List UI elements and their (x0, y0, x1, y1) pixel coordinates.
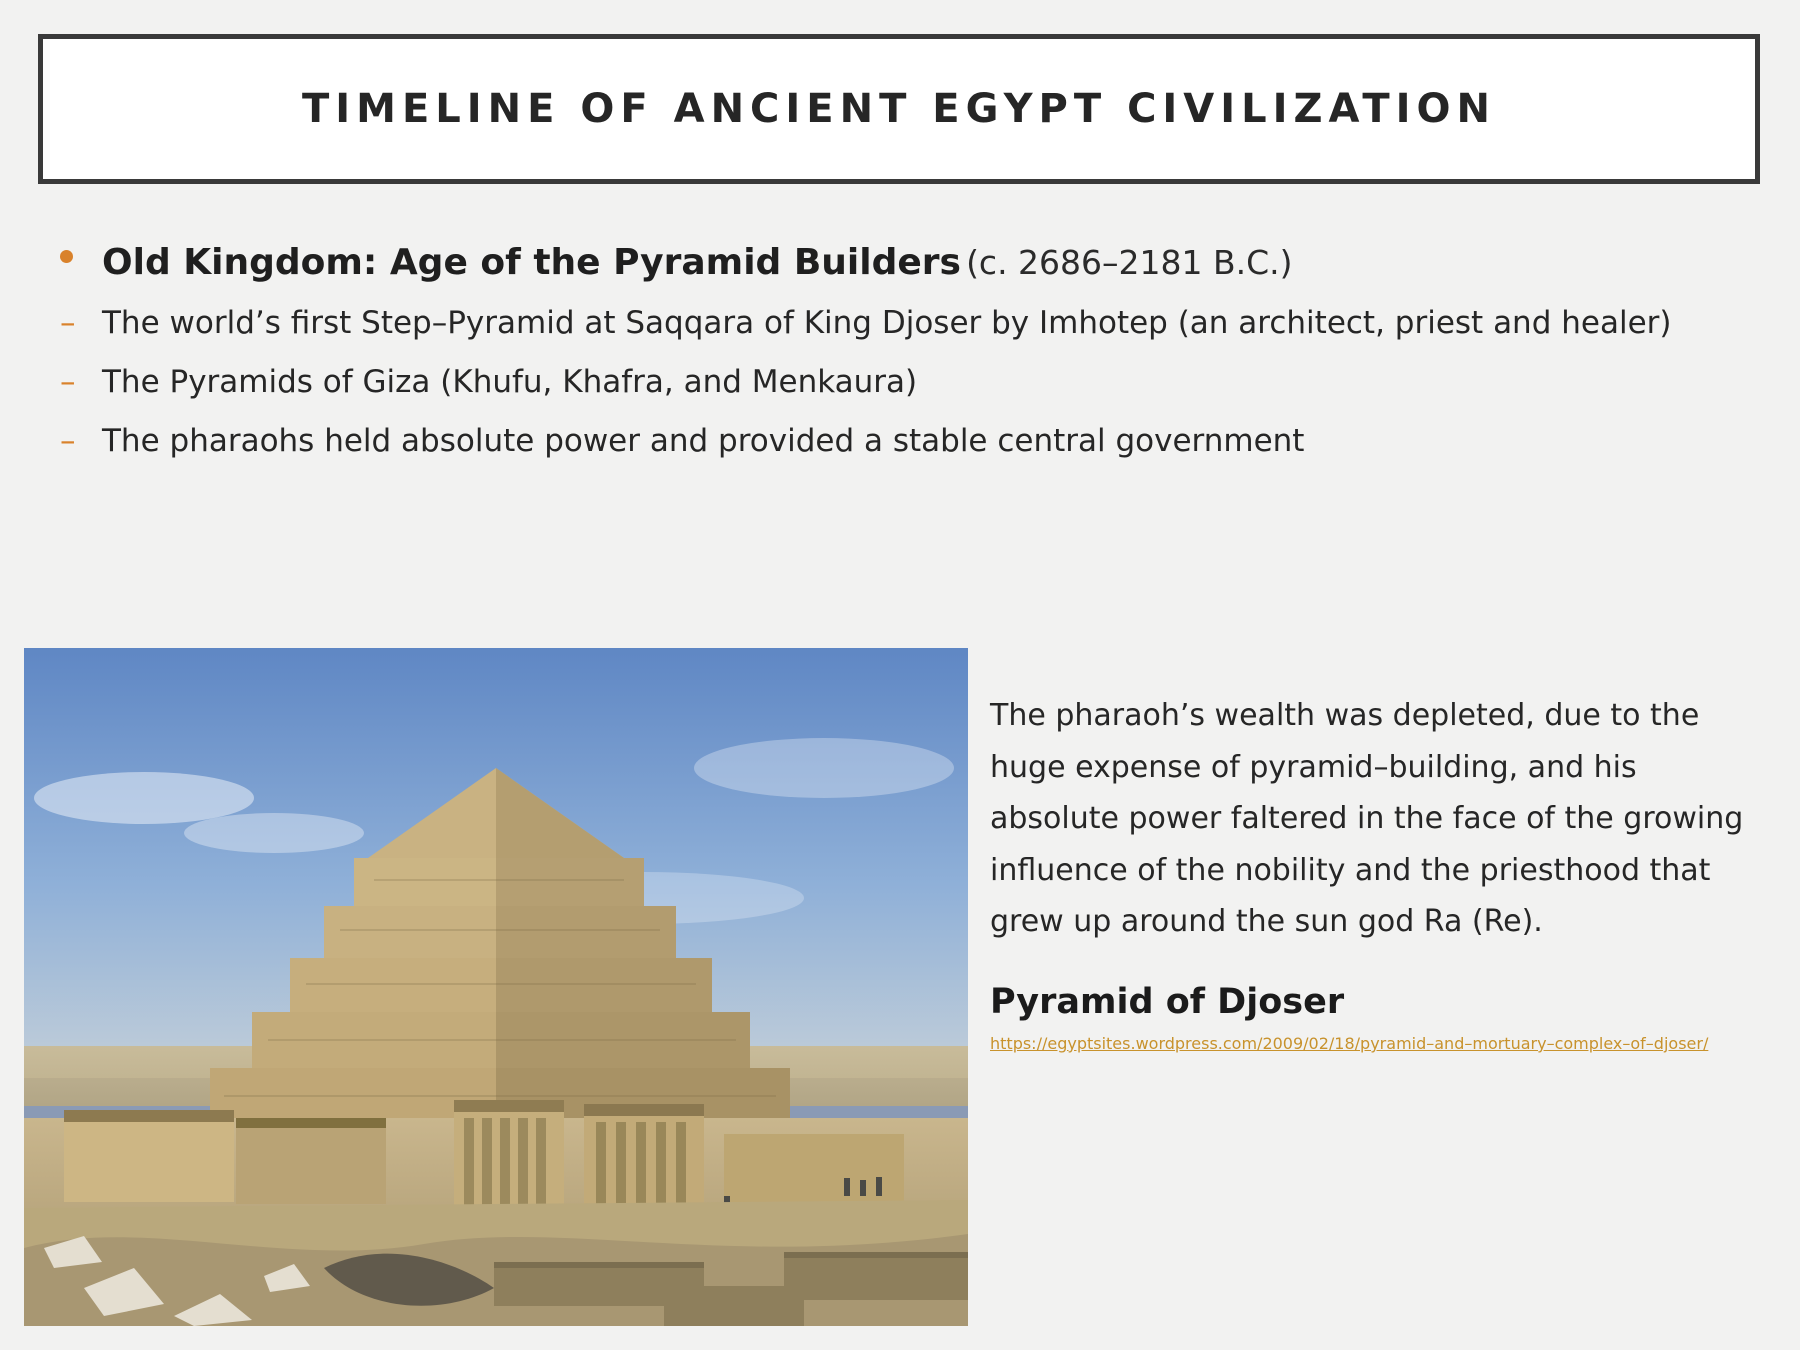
list-item-heading (46, 240, 1766, 285)
image-caption: Pyramid of Djoser (990, 981, 1345, 1022)
pyramid-photo (24, 648, 968, 1326)
body-paragraph: The pharaoh’s wealth was depleted, due to the huge expense of pyramid–building, and his absolute power faltered in the face of the growing influence of the nobility and the priesthood that grew up around the sun god Ra (Re). (990, 698, 1744, 940)
list-item-label: The world’s first Step–Pyramid at Saqqara of King Djoser by Imhotep (an architect, priest and healer) (102, 305, 1672, 341)
right-text-column (990, 690, 1762, 1056)
list-item (46, 360, 1766, 405)
list-item-label: The pharaohs held absolute power and provided a stable central government (102, 422, 1305, 459)
title-box (38, 34, 1760, 184)
bullet-dot-icon (60, 250, 73, 263)
heading-strong-text: Old Kingdom: Age of the Pyramid Builders (102, 242, 961, 283)
source-link[interactable]: https://egyptsites.wordpress.com/2009/02/18/pyramid–and–mortuary–complex–of–djoser/ (990, 1033, 1709, 1053)
dash-bullet-icon: – (60, 305, 76, 341)
list-item (46, 419, 1766, 464)
list-item-label: The Pyramids of Giza (Khufu, Khafra, and Menkaura) (102, 363, 918, 400)
heading-date-text: (c. 2686–2181 B.C.) (966, 243, 1293, 282)
page-title: TIMELINE OF ANCIENT EGYPT CIVILIZATION (301, 86, 1497, 132)
list-item (46, 301, 1766, 346)
dash-bullet-icon: – (60, 363, 76, 400)
bullet-list (46, 240, 1766, 478)
dash-bullet-icon: – (60, 422, 76, 459)
